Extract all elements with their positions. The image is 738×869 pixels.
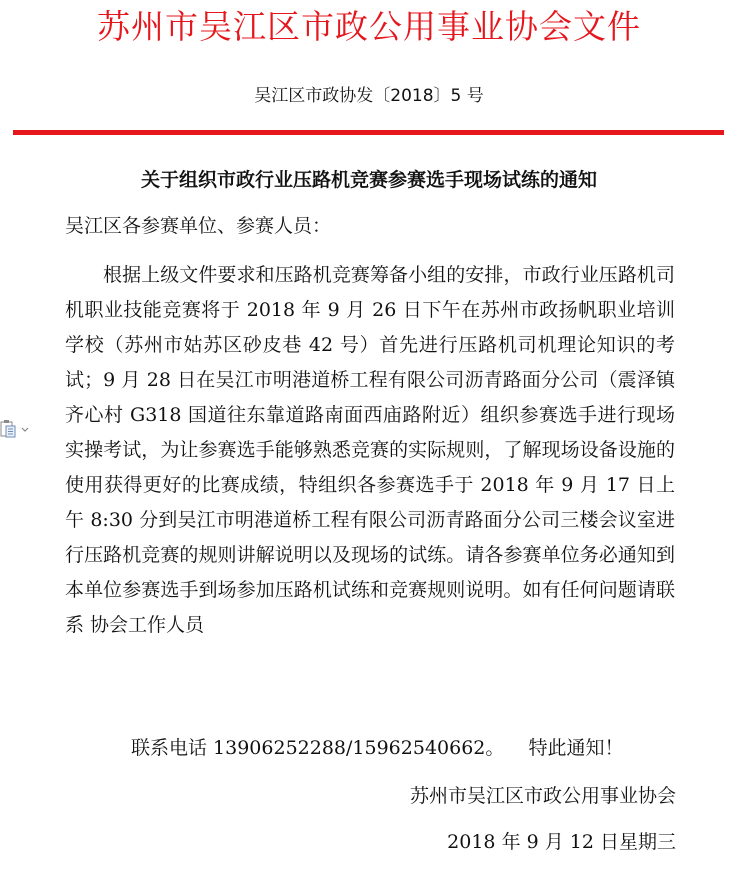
notice-body: 根据上级文件要求和压路机竞赛筹备小组的安排，市政行业压路机司机职业技能竞赛将于 2018 年 9 月 26 日下午在苏州市政扬帆职业培训学校（苏州市姑苏区砂皮巷 42 号）首先进行压路机司机理论知识的考试；9 月 28 日在吴江市明港道桥工程有限公司沥青路面分公司（震泽镇齐心村 G318 国道往东靠道路南面西庙路附近）组织参赛选手进行现场实操考试，为让参赛选手能够熟悉竞赛的实际规则，了解现场设备设施的使用获得更好的比赛成绩，特组织各参赛选手于 2018 年 9 月 17 日上午 8:30 分到吴江市明港道桥工程有限公司沥青路面分公司三楼会议室进行压路机竞赛的规则讲解说明以及现场的试练。请各参赛单位务必通知到本单位参赛选手到场参加压路机试练和竞赛规则说明。如有任何问题请联系 协会工作人员 bbox=[65, 264, 675, 636]
contact-line: 联系电话 13906252288/15962540662。 特此通知！ bbox=[131, 737, 624, 759]
signature: 苏州市吴江区市政公用事业协会 bbox=[409, 785, 676, 807]
paste-options-icon[interactable] bbox=[0, 418, 32, 440]
date-line: 2018 年 9 月 12 日星期三 bbox=[447, 831, 676, 853]
notice-title: 关于组织市政行业压路机竞赛参赛选手现场试练的通知 bbox=[140, 169, 597, 191]
doc-number: 吴江区市政协发〔2018〕5 号 bbox=[254, 86, 484, 106]
org-title: 苏州市吴江区市政公用事业协会文件 bbox=[97, 7, 641, 46]
red-divider bbox=[13, 130, 724, 135]
salutation: 吴江区各参赛单位、参赛人员： bbox=[65, 215, 332, 237]
